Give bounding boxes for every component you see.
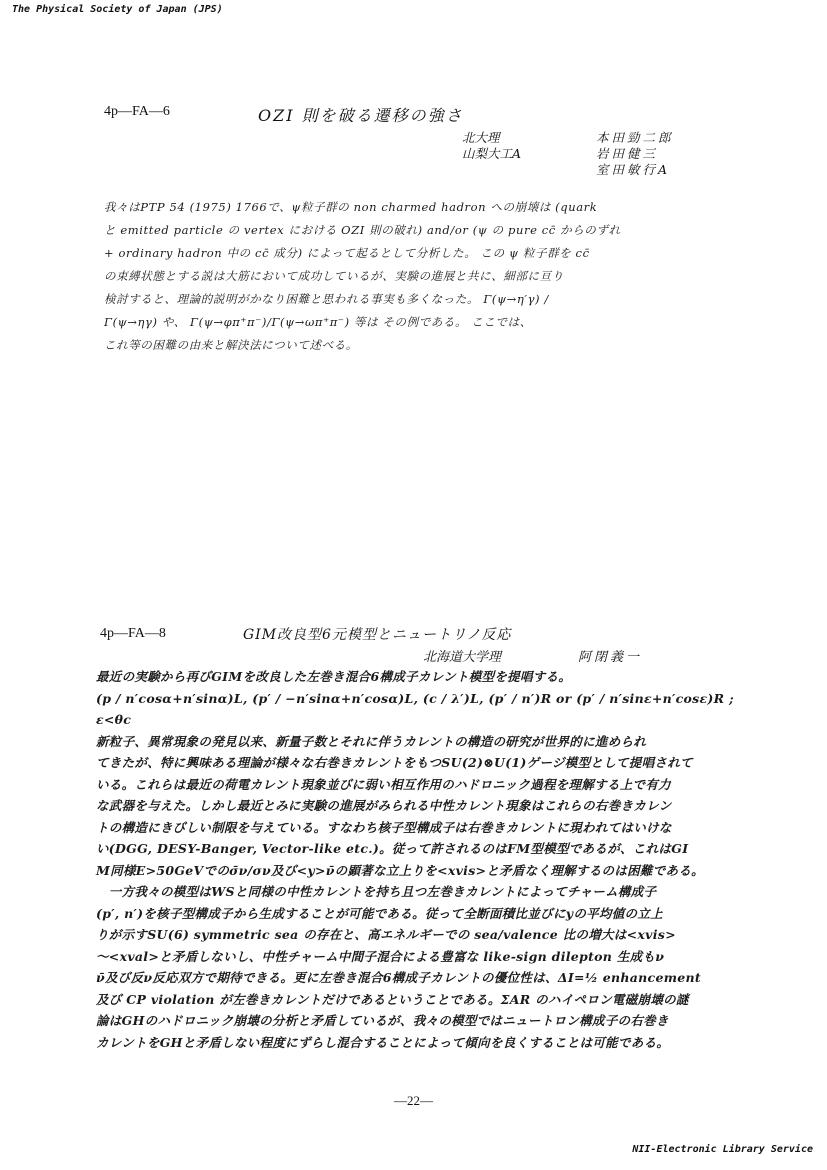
abstract-code: 4p—FA—6 xyxy=(104,104,170,119)
page-number: —22— xyxy=(394,1093,433,1108)
abstract-title: GIM改良型6元模型とニュートリノ反応 xyxy=(243,627,512,643)
abstract-body: 最近の実験から再びGIMを改良した左巻き混合6構成子カレント模型を提唱する。 (p / n′cosα+n′sinα)L, (p′ / −n′sinα+n′cosα)L, (c / λ′)L, (p′ / n′)R or (p′ / n′sinε+n′cosε)R ; ε<θc 新粒子、異常現象の発見以来、新量子数とそれに伴うカレントの構造の研究が世界的に進められ てきたが、特に興味ある理論が様々な右巻きカレントをもつSU(2)⊗U(1)ゲージ模型として提唱されて いる。これらは最近の荷電カレント現象並びに弱い相互作用のハドロニック過程を理解する上で有力 な武器を与えた。しかし最近とみに実験の進展がみられる中性カレント現象はこれらの右巻きカレン トの構造にきびしい制限を与えている。すなわち核子型構成子は右巻きカレントに現われてはいけな い(DGG, DESY-Banger, Vector-like etc.)。従って許されるのはFM型模型であるが、これはGI M同様E>50GeVでのσ̄ν/σν及び<y>ν̄の顕著な立上りを<xvis>と矛盾なく理解するのは困難である。 一方我々の模型はWSと同様の中性カレントを持ち且つ左巻きカレントによってチャーム構成子 (p′, n′)を核子型構成子から生成することが可能である。従って全断面積比並びにyの平均値の立上 りが示すSU(6) symmetric sea の存在と、高エネルギーでの sea/valence 比の増大は<xvis> 〜<xval>と矛盾しないし、中性チャーム中間子混合による豊富な like-sign dilepton 生成もν ν̄及び反ν反応双方で期待できる。更に左巻き混合6構成子カレントの優位性は、ΔI=½ enhancement 及び CP violation が左巻きカレントだけであるということである。ΣAR のハイペロン電磁崩壊の謎 論はGHのハドロニック崩壊の分析と矛盾しているが、我々の模型ではニュートロン構成子の右巻き カレントをGHと矛盾しない程度にずらし混合することによって傾向を良くすることは可能である。 xyxy=(96,669,734,1050)
abstract-body: 我々はPTP 54 (1975) 1766で、ψ粒子群の non charmed hadron への崩壊は (quark と emitted particle の vertex における OZI 則の破れ) and/or (ψ の pure cc̄ からのずれ + ordinary hadron 中の cc̄ 成分) によって起るとして分析した。 この ψ 粒子群を cc̄ の束縛状態とする説は大筋において成功しているが、実験の進展と共に、細部に亘り 検討すると、理論的説明がかなり困難と思われる事実も多くなった。 Γ(ψ→η′γ) / Γ(ψ→ηγ) や、 Γ(ψ→φπ⁺π⁻)/Γ(ψ→ωπ⁺π⁻) 等は その例である。 ここでは、 これ等の困難の由来と解決法について述べる。 xyxy=(104,200,621,352)
abstract-title: OZI 則を破る遷移の強さ xyxy=(258,106,464,125)
affiliations: 北大理 山梨大工A xyxy=(462,130,522,161)
abstract-code: 4p—FA—8 xyxy=(100,626,166,641)
authors: 阿閉義一 xyxy=(578,650,643,665)
affiliations: 北海道大学理 xyxy=(423,650,502,665)
society-header: The Physical Society of Japan (JPS) xyxy=(12,4,223,15)
library-footer: NII-Electronic Library Service xyxy=(632,1144,813,1155)
authors: 本田勁二郎 岩田健三 室田敏行A xyxy=(596,130,674,177)
